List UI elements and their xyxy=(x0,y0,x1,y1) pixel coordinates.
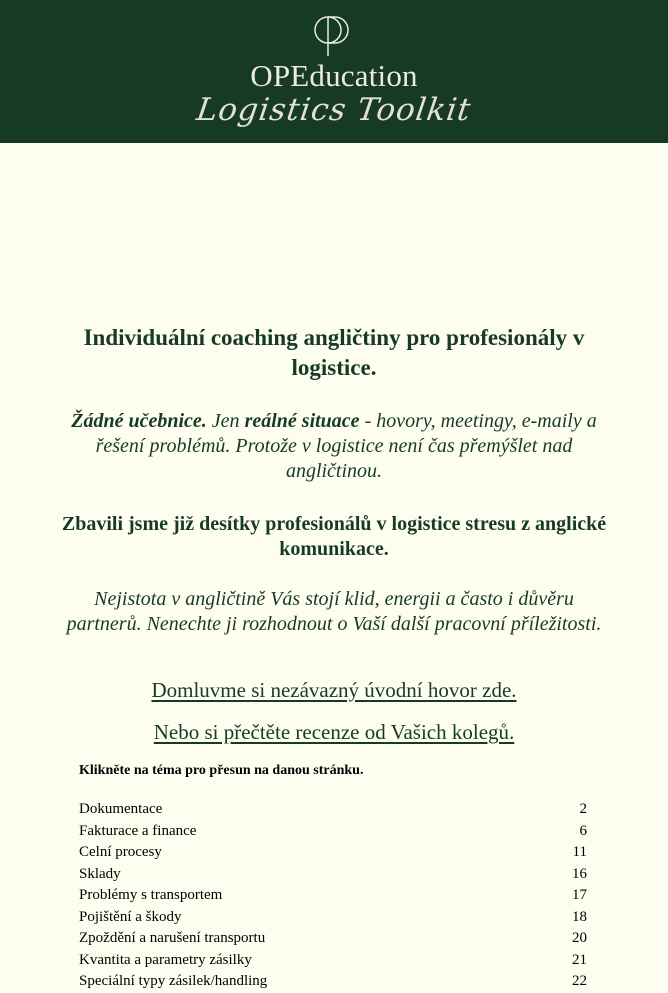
subheadline: Zbavili jsme již desítky profesionálů v logistice stresu z anglické komunikace. xyxy=(61,513,607,560)
toc-heading: Klikněte na téma pro přesun na danou stránku. xyxy=(79,763,364,778)
toc-item-problemy-s-transportem[interactable] xyxy=(79,885,587,907)
toc-item-celni-procesy[interactable] xyxy=(79,842,587,864)
toc-item-page: 17 xyxy=(572,887,587,903)
brand-name: OPEducation xyxy=(250,58,418,93)
toc-item-label: Kvantita a parametry zásilky xyxy=(79,951,252,968)
toc-item-sklady[interactable] xyxy=(79,864,587,886)
call-link-container xyxy=(60,678,608,703)
toc-item-page: 20 xyxy=(572,930,587,946)
intro-paragraph xyxy=(60,409,608,484)
toc-item-dokumentace[interactable] xyxy=(79,799,587,821)
toc-item-page: 18 xyxy=(572,908,587,925)
brand-subtitle: Logistics Toolkit xyxy=(194,92,474,128)
book-call-link[interactable]: Domluvme si nezávazný úvodní hovor zde. xyxy=(151,678,517,702)
table-of-contents xyxy=(79,799,587,993)
toc-item-page: 11 xyxy=(572,844,587,860)
reviews-link[interactable]: Nebo si přečtěte recenze od Vašich kolegů. xyxy=(153,720,515,744)
toc-item-label: Speciální typy zásilek/handling xyxy=(79,973,268,989)
toc-item-page: 21 xyxy=(572,951,587,968)
toc-item-pojisteni[interactable] xyxy=(79,907,587,929)
toc-item-page: 6 xyxy=(579,822,587,839)
toc-item-label: Fakturace a finance xyxy=(79,822,197,839)
toc-item-specialni-typy[interactable] xyxy=(79,971,587,993)
intro-bold-2: reálné situace xyxy=(244,410,360,432)
toc-item-label: Dokumentace xyxy=(79,801,163,817)
toc-item-kvantita[interactable] xyxy=(79,950,587,972)
toc-item-fakturace[interactable] xyxy=(79,821,587,843)
intro-text-1: Jen xyxy=(206,410,245,432)
page-headline: Individuální coaching angličtiny pro profesionály v logistice. xyxy=(83,325,585,380)
header-banner xyxy=(0,0,668,143)
toc-item-zpozdeni[interactable] xyxy=(79,928,587,950)
intro-text-2: - hovory, meetingy, e-maily a řešení problémů. Protože v logistice není čas přemýšlet nad angličtinou. xyxy=(95,410,597,482)
body-paragraph: Nejistota v angličtině Vás stojí klid, energii a často i důvěru partnerů. Nenechte ji rozhodnout o Vaší další pracovní příležitosti. xyxy=(66,588,602,635)
toc-item-label: Zpoždění a narušení transportu xyxy=(79,930,266,946)
toc-item-page: 22 xyxy=(572,973,587,989)
toc-item-label: Celní procesy xyxy=(79,844,162,860)
reviews-link-container xyxy=(60,720,608,745)
intro-bold-1: Žádné učebnice. xyxy=(71,410,207,432)
toc-item-label: Sklady xyxy=(79,865,121,882)
toc-item-page: 16 xyxy=(572,865,587,882)
toc-item-page: 2 xyxy=(579,801,587,817)
toc-item-label: Pojištění a škody xyxy=(79,908,182,925)
op-monogram-icon xyxy=(311,12,355,56)
toc-item-label: Problémy s transportem xyxy=(79,887,223,903)
